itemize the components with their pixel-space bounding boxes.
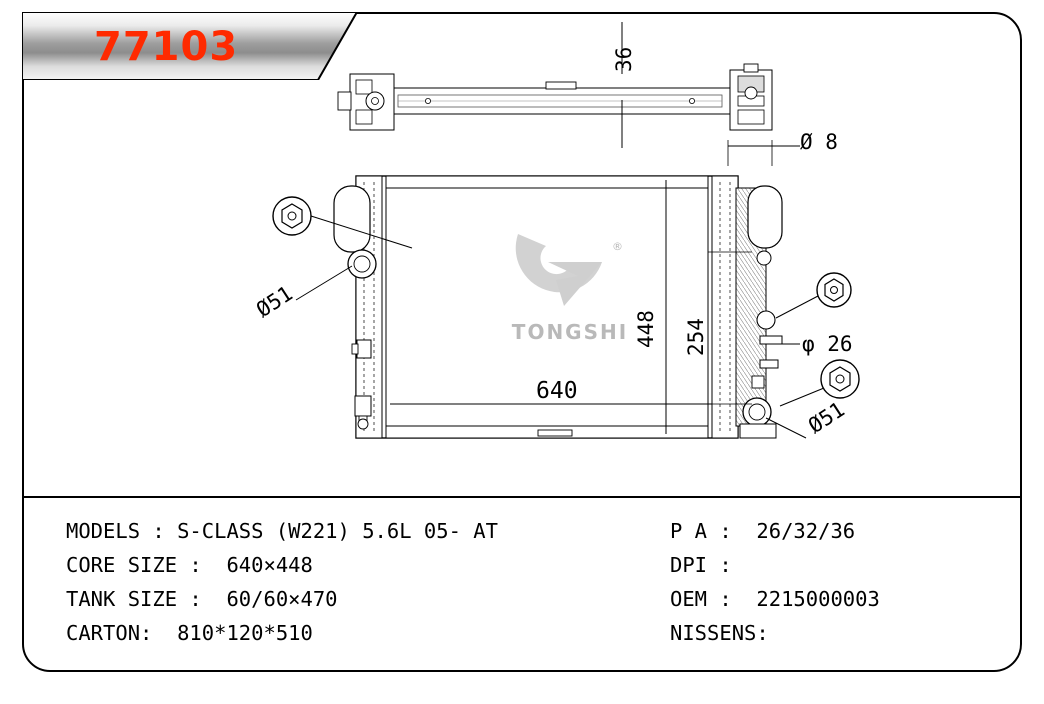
dim-dia8 xyxy=(728,140,800,166)
registered-mark: ® xyxy=(612,240,623,253)
dim-label-36: 36 xyxy=(612,46,636,72)
spec-column-right xyxy=(670,514,1010,650)
specification-block xyxy=(66,514,1006,654)
top-view xyxy=(338,64,772,130)
spec-dpi: DPI : xyxy=(670,553,732,577)
dim-label-448: 448 xyxy=(634,310,658,348)
spec-column-left xyxy=(66,514,666,650)
watermark-brand-text: TONGSHI xyxy=(511,320,629,344)
dim-label-dia51-right: Ø51 xyxy=(804,397,849,439)
spec-carton: CARTON: 810*120*510 xyxy=(66,621,313,645)
spec-core-size: CORE SIZE : 640×448 xyxy=(66,553,313,577)
dim-label-dia51-left: Ø51 xyxy=(252,281,297,323)
spec-oem: OEM : 2215000003 xyxy=(670,587,880,611)
dim-label-phi26: φ 26 xyxy=(802,332,853,356)
dim-label-254: 254 xyxy=(684,318,708,356)
spec-models: MODELS : S-CLASS (W221) 5.6L 05- AT xyxy=(66,519,498,543)
dim-label-dia8: Ø 8 xyxy=(800,130,838,154)
part-number-text: 77103 xyxy=(94,24,239,70)
detail-hex-right-mid xyxy=(776,273,851,318)
dim-label-640: 640 xyxy=(536,378,578,404)
spec-pa: P A : 26/32/36 xyxy=(670,519,856,543)
detail-hex-right-bottom xyxy=(780,360,859,406)
side-view xyxy=(736,186,782,438)
spec-tank-size: TANK SIZE : 60/60×470 xyxy=(66,587,338,611)
dim-36 xyxy=(596,22,660,148)
spec-nissens: NISSENS: xyxy=(670,621,769,645)
dim-dia51-left xyxy=(296,266,352,300)
part-number-tag xyxy=(22,12,357,80)
